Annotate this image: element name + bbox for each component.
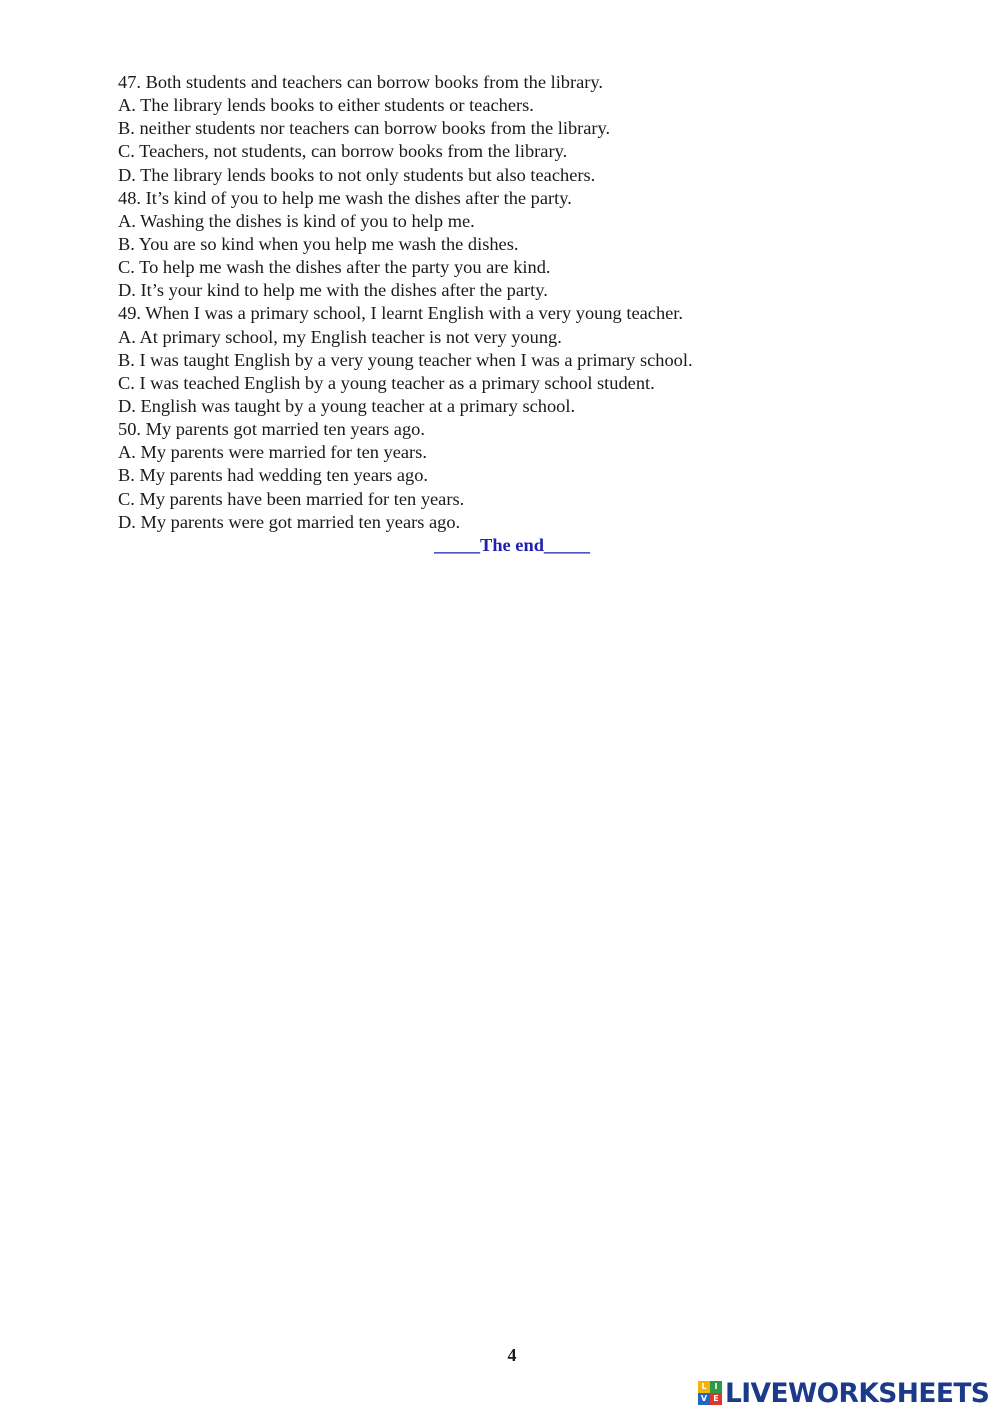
option-50-a: A. My parents were married for ten years. [118, 442, 427, 463]
option-48-b: B. You are so kind when you help me wash the dishes. [118, 233, 519, 254]
option-50-c: C. My parents have been married for ten years. [118, 488, 465, 509]
question-stem-50: 50. My parents got married ten years ago. [118, 419, 425, 440]
option-48-c: C. To help me wash the dishes after the party you are kind. [118, 257, 551, 278]
liveworksheets-logo-icon [698, 1381, 722, 1405]
liveworksheets-watermark [698, 1378, 989, 1408]
logo-letter-v: V [698, 1393, 710, 1405]
option-47-a: A. The library lends books to either students or teachers. [118, 95, 534, 116]
option-50-d: D. My parents were got married ten years ago. [118, 511, 461, 532]
question-stem-49: 49. When I was a primary school, I learnt English with a very young teacher. [118, 303, 684, 324]
end-marker: _____The end_____ [434, 535, 590, 555]
question-stem-48: 48. It’s kind of you to help me wash the dishes after the party. [118, 187, 572, 208]
option-49-c: C. I was teached English by a young teacher as a primary school student. [118, 372, 655, 393]
logo-letter-i: I [710, 1381, 722, 1393]
option-48-d: D. It’s your kind to help me with the dishes after the party. [118, 280, 548, 301]
option-47-c: C. Teachers, not students, can borrow books from the library. [118, 141, 568, 162]
option-47-b: B. neither students nor teachers can borrow books from the library. [118, 118, 611, 139]
logo-letter-l: L [698, 1381, 710, 1393]
option-49-a: A. At primary school, my English teacher is not very young. [118, 326, 562, 347]
logo-letter-e: E [710, 1393, 722, 1405]
page-number: 4 [507, 1345, 517, 1365]
question-list [118, 71, 878, 534]
option-49-d: D. English was taught by a young teacher at a primary school. [118, 395, 576, 416]
option-47-d: D. The library lends books to not only students but also teachers. [118, 164, 596, 185]
option-50-b: B. My parents had wedding ten years ago. [118, 465, 429, 486]
question-stem-47: 47. Both students and teachers can borrow books from the library. [118, 72, 604, 92]
option-48-a: A. Washing the dishes is kind of you to help me. [118, 210, 475, 231]
liveworksheets-wordmark: LIVEWORKSHEETS [725, 1377, 990, 1409]
option-49-b: B. I was taught English by a very young teacher when I was a primary school. [118, 349, 693, 370]
